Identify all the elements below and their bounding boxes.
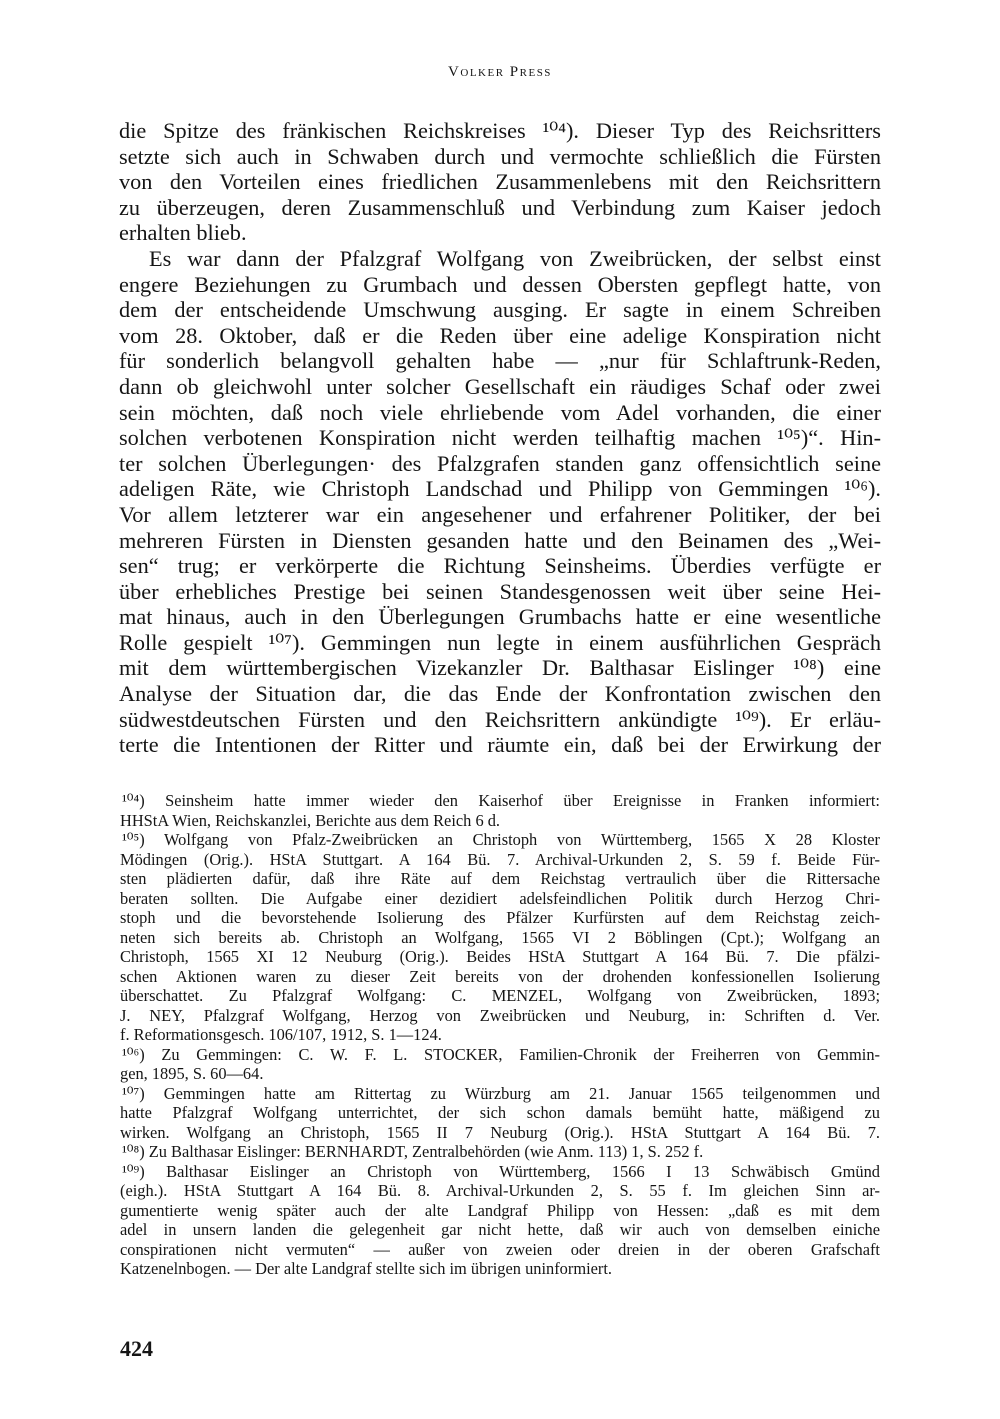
text-line: Es war dann der Pfalzgraf Wolfgang von Zweibrücken, der selbst einst bbox=[149, 245, 881, 271]
text-line: sen“ trug; er verkörperte die Richtung Seinsheims. Überdies verfügte er bbox=[119, 553, 881, 579]
running-head: Volker Press bbox=[448, 64, 552, 80]
text-line: adeligen Räte, wie Christoph Landschad und Philipp von Gemmingen ¹⁰⁶). bbox=[119, 476, 881, 502]
text-line: mit dem württembergischen Vizekanzler Dr. Balthasar Eislinger ¹⁰⁸) eine bbox=[119, 655, 881, 681]
page-number: 424 bbox=[120, 1336, 153, 1361]
footnote-line: conspirationen nicht vermuten“ — außer von zweien oder dreien in der oberen Grafschaft bbox=[120, 1239, 880, 1259]
text-line: mehreren Fürsten in Diensten gesanden hatte und den Beinamen des „Wei- bbox=[119, 527, 881, 553]
footnote-line: HHStA Wien, Reichskanzlei, Berichte aus dem Reich 6 d. bbox=[120, 810, 501, 830]
footnote-line: Mödingen (Orig.). HStA Stuttgart. A 164 Bü. 7. Archival-Urkunden 2, S. 59 f. Beide Für- bbox=[120, 849, 880, 869]
footnote-line: ¹⁰⁹) Balthasar Eislinger an Christoph von Württemberg, 1566 I 13 Schwäbisch Gmünd bbox=[122, 1161, 880, 1181]
footnote-line: (eigh.). HStA Stuttgart A 164 Bü. 8. Archival-Urkunden 2, S. 55 f. Im gleichen Sinn ar- bbox=[120, 1181, 880, 1200]
text-line: sein möchten, daß noch viele ehrliebende vom Adel vorhanden, die einer bbox=[119, 399, 881, 425]
footnote-line: neten sich bereits ab. Christoph an Wolfgang, 1565 VI 2 Böblingen (Cpt.); Wolfgang an bbox=[120, 927, 880, 947]
text-line: Vor allem letzterer war ein angesehener und erfahrener Politiker, der bei bbox=[119, 501, 881, 527]
footnote-line: sten plädierten dafür, daß ihre Räte auf dem Reichstag vertraulich über die Rittersache bbox=[120, 869, 880, 888]
footnotes bbox=[120, 791, 880, 1279]
text-line: von den Vorteilen eines friedlichen Zusammenlebens mit den Reichsrittern bbox=[119, 169, 881, 195]
footnote-line: ¹⁰⁶) Zu Gemmingen: C. W. F. L. STOCKER, Familien-Chronik der Freiherren von Gemmin- bbox=[122, 1044, 880, 1064]
text-line: südwestdeutschen Fürsten und den Reichsrittern ankündigte ¹⁰⁹). Er erläu- bbox=[119, 706, 881, 732]
text-line: dem der entscheidende Umschwung ausging. Er sagte in einem Schreiben bbox=[119, 297, 881, 323]
footnote-line: ¹⁰⁴) Seinsheim hatte immer wieder den Kaiserhof über Ereignisse in Franken informiert: bbox=[122, 791, 880, 810]
footnote-line: gumentierte wenig später auch der alte Landgraf Philipp von Hessen: „daß es mit dem bbox=[120, 1200, 880, 1220]
main-text bbox=[119, 118, 881, 758]
footnote-line: schen Aktionen waren zu dieser Zeit bereits von der drohenden konfessionellen Isolierung bbox=[120, 966, 880, 986]
footnote-line: stoph und die bevorstehende Isolierung des Pfälzer Kurfürsten auf dem Reichstag zeich- bbox=[120, 908, 880, 927]
footnote-line: Christoph, 1565 XI 12 Neuburg (Orig.). Beides HStA Stuttgart A 164 Bü. 7. Die pfälzi- bbox=[120, 947, 880, 966]
footnote-line: f. Reformationsgesch. 106/107, 1912, S. 1—124. bbox=[120, 1025, 442, 1044]
footnote-line: gen, 1895, S. 60—64. bbox=[120, 1064, 264, 1083]
text-line: für sonderlich belangvoll gehalten habe — „nur für Schlaftrunk-Reden, bbox=[119, 348, 881, 374]
text-line: Analyse der Situation dar, die das Ende der Konfrontation zwischen den bbox=[119, 681, 881, 707]
footnote-line: J. NEY, Pfalzgraf Wolfgang, Herzog von Zweibrücken und Neuburg, in: Schriften d. Ver. bbox=[120, 1005, 880, 1025]
footnote-line: ¹⁰⁵) Wolfgang von Pfalz-Zweibrücken an Christoph von Württemberg, 1565 X 28 Kloster bbox=[122, 830, 880, 849]
footnote-line: ¹⁰⁷) Gemmingen hatte am Rittertag zu Würzburg am 21. Januar 1565 teilgenommen und bbox=[122, 1083, 880, 1103]
footnote-line: beraten sollten. Die Aufgabe einer dezidiert adelsfeindlichen Politik durch Herzog Chri- bbox=[120, 888, 880, 908]
text-line: erhalten blieb. bbox=[119, 220, 247, 246]
footnote-line: ¹⁰⁸) Zu Balthasar Eislinger: BERNHARDT, Zentralbehörden (wie Anm. 113) 1, S. 252 f. bbox=[122, 1142, 704, 1161]
footnote-line: wirken. Wolfgang an Christoph, 1565 II 7 Neuburg (Orig.). HStA Stuttgart A 164 Bü. 7. bbox=[120, 1122, 880, 1142]
text-line: Rolle gespielt ¹⁰⁷). Gemmingen nun legte in einem ausführlichen Gespräch bbox=[119, 629, 881, 655]
text-line: terte die Intentionen der Ritter und räumte ein, daß bei der Erwirkung der bbox=[119, 732, 881, 758]
text-line: über erhebliches Prestige bei seinen Standesgenossen weit über seine Hei- bbox=[119, 578, 881, 604]
text-line: zu überzeugen, deren Zusammenschluß und Verbindung zum Kaiser jedoch bbox=[119, 194, 881, 220]
footnote-line: hatte Pfalzgraf Wolfgang unterrichtet, der sich schon damals bemüht hatte, mäßigend zu bbox=[120, 1103, 880, 1122]
text-line: mat hinaus, auch in den Überlegungen Grumbachs hatte er eine wesentliche bbox=[119, 604, 881, 630]
text-line: setzte sich auch in Schwaben durch und vermochte schließlich die Fürsten bbox=[119, 143, 881, 169]
text-line: ter solchen Überlegungen· des Pfalzgrafen standen ganz offensichtlich seine bbox=[119, 450, 881, 476]
text-line: die Spitze des fränkischen Reichskreises ¹⁰⁴). Dieser Typ des Reichsritters bbox=[119, 118, 881, 143]
text-line: vom 28. Oktober, daß er die Reden über eine adelige Konspiration nicht bbox=[119, 322, 881, 348]
footnote-line: adel in unsern landen die gelegenheit gar nicht hette, daß wir auch von demselben einiche bbox=[120, 1220, 880, 1239]
text-line: dann ob gleichwohl unter solcher Gesellschaft ein räudiges Schaf oder zwei bbox=[119, 373, 881, 399]
text-line: engere Beziehungen zu Grumbach und dessen Obersten gepflegt hatte, von bbox=[119, 271, 881, 297]
footnote-line: Katzenelnbogen. — Der alte Landgraf stellte sich im übrigen uninformiert. bbox=[120, 1259, 613, 1278]
footnote-line: überschattet. Zu Pfalzgraf Wolfgang: C. MENZEL, Wolfgang von Zweibrücken, 1893; bbox=[120, 986, 880, 1005]
text-line: solchen verbotenen Konspiration nicht werden teilhaftig machen ¹⁰⁵)“. Hin- bbox=[119, 425, 881, 451]
